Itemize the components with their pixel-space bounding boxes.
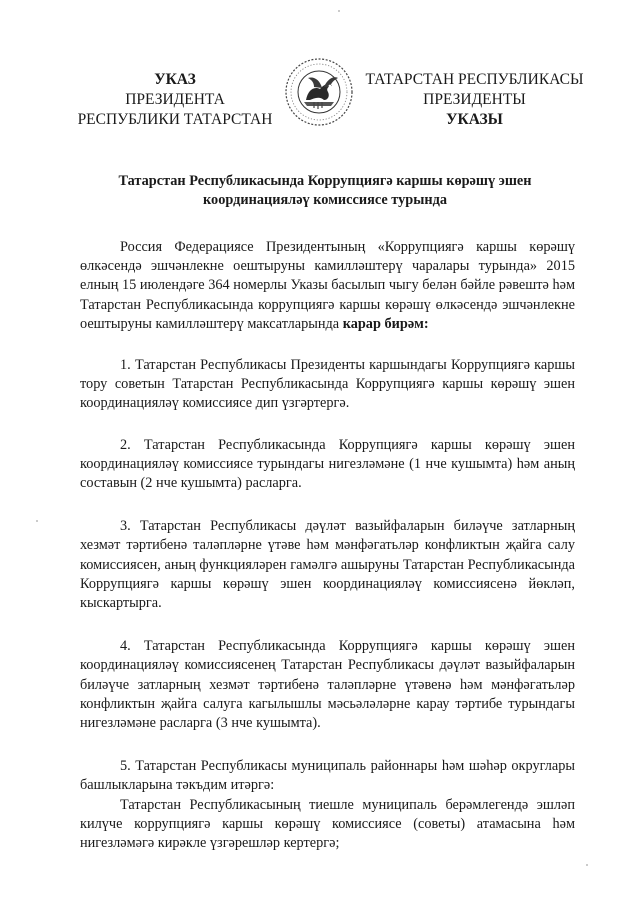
scan-speck <box>338 10 340 12</box>
header-right-line-2: ПРЕЗИДЕНТЫ <box>423 91 526 108</box>
header-right-line-3: УКАЗЫ <box>446 111 503 128</box>
header-tatar <box>362 70 587 130</box>
header-left-line-3: РЕСПУБЛИКИ ТАТАРСТАН <box>77 111 273 128</box>
item-5-sub-paragraph: Татарстан Республикасының тиешле муниципаль берәмлегендә эшләп килүче коррупциягә каршы көрәшү комиссиясе (советы) атамасына һәм нигезләмәгә кирәкле үзгәрешләр кертергә; <box>80 796 575 852</box>
item-3-paragraph: 3. Татарстан Республикасы дәүләт вазыйфаларын биләүче затларның хезмәт тәртибенә таләпләрне үтәве һәм мәнфәгатьләр конфликтын җайга салу комиссиясен, аның функцияләрен гамәлгә ашыруны Татарстан Республикасында Коррупциягә каршы көрәшү эшен координацияләү комиссиясенә йөкләп, кыскартырга. <box>80 518 575 612</box>
header-russian <box>70 70 280 130</box>
preamble-text: Россия Федерациясе Президентының «Коррупциягә каршы көрәшү өлкәсендә эшчәнлекне оештыруны камилләштерү чаралары турында» 2015 елның 15 июлендәге 364 номерлы Указы басылып чыгу белән бәйле рәвештә һәм Татарстан Республикасында коррупциягә каршы көрәшү өлкәсендә эшчәнлекне оештыруны камилләштерү максатларында <box>80 239 575 332</box>
item-2-paragraph: 2. Татарстан Республикасында Коррупциягә каршы көрәшү эшен координацияләү комиссиясе турындагы нигезләмәне (1 нче кушымта) һәм аның составын (2 нче кушымта) расларга. <box>80 436 575 492</box>
header-right-line-1: ТАТАРСТАН РЕСПУБЛИКАСЫ <box>365 71 584 88</box>
title-line-2: координацияләү комиссиясе турында <box>203 192 447 208</box>
preamble-paragraph <box>80 238 575 334</box>
item-4-paragraph: 4. Татарстан Республикасында Коррупциягә каршы көрәшү эшен координацияләү комиссиясенең Татарстан Республикасы дәүләт вазыйфаларын биләүче затларның хезмәт тәртибенә таләпләрне үтәвенә һәм мәнфәгатьләр конфликтын җайга салуга кагылышлы мәсьәләләрне карау тәртибе турындагы нигезләмәне расларга (3 нче кушымта). <box>80 638 575 732</box>
coat-of-arms-emblem <box>284 56 354 128</box>
item-5-paragraph: 5. Татарстан Республикасы муниципаль районнары һәм шәһәр округлары башлыкларына тәкъдим итәргә: <box>80 758 575 794</box>
document-body <box>80 238 575 853</box>
item-1-paragraph: 1. Татарстан Республикасы Президенты каршындагы Коррупциягә каршы тору советын Татарстан Республикасында Коррупциягә каршы көрәшү эшен координацияләү комиссиясе дип үзгәртергә. <box>80 357 575 412</box>
scan-speck <box>586 864 588 866</box>
title-line-1: Татарстан Республикасында Коррупциягә каршы көрәшү эшен <box>118 173 532 189</box>
preamble-emphasis: карар бирәм: <box>342 315 429 332</box>
header-left-line-1: УКАЗ <box>154 71 196 88</box>
header-left-line-2: ПРЕЗИДЕНТА <box>125 91 225 108</box>
scan-speck <box>36 520 38 522</box>
document-title <box>95 172 555 210</box>
